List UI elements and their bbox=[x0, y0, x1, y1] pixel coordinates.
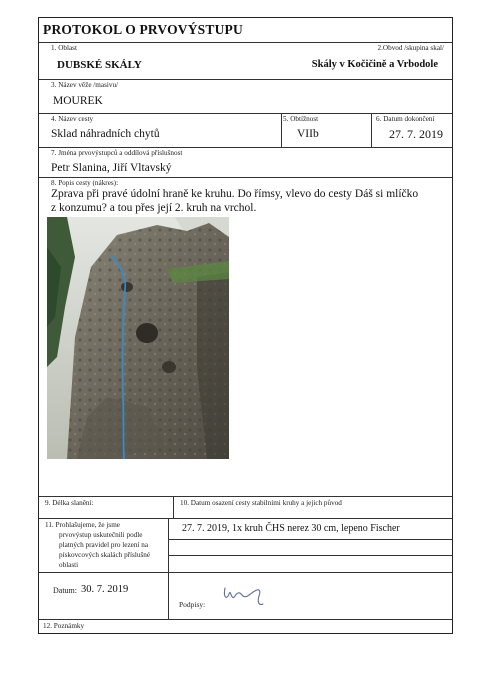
description-line: z konzumu? a tou přes její 2. kruh na vrchol. bbox=[51, 202, 257, 214]
divider bbox=[39, 572, 452, 573]
district-label: 2.Obvod /skupina skal/ bbox=[377, 44, 444, 52]
description-label: 8. Popis cesty (nákres): bbox=[51, 179, 119, 187]
divider bbox=[39, 619, 452, 620]
divider bbox=[39, 177, 452, 178]
description-line: Zprava při pravé údolní hraně ke kruhu. Do římsy, vlevo do cesty Dáš si mlíčko bbox=[51, 188, 419, 200]
divider bbox=[39, 518, 452, 519]
area-label: 1. Oblast bbox=[51, 44, 77, 52]
grade-value: VIIb bbox=[297, 128, 319, 140]
protection-label: 10. Datum osazení cesty stabilními kruhy a jejich původ bbox=[180, 499, 342, 507]
route-value: Sklad náhradních chytů bbox=[51, 128, 160, 140]
route-photo bbox=[47, 217, 229, 459]
district-value: Skály v Kočičině a Vrbodole bbox=[311, 59, 438, 70]
declaration-line: platných pravidel pro lezení na bbox=[59, 541, 149, 549]
protection-value: 27. 7. 2019, 1x kruh ČHS nerez 30 cm, lepeno Fischer bbox=[182, 523, 400, 534]
date-label: Datum: bbox=[53, 586, 77, 595]
rappel-label: 9. Délka slanění: bbox=[45, 499, 94, 507]
area-value: DUBSKÉ SKÁLY bbox=[57, 59, 142, 71]
first-ascent-form bbox=[38, 17, 453, 634]
divider bbox=[168, 555, 452, 556]
declaration-line: 11. Prohlašujeme, že jsme bbox=[45, 521, 120, 529]
date-value: 30. 7. 2019 bbox=[81, 584, 129, 595]
divider bbox=[39, 42, 452, 43]
divider bbox=[39, 496, 452, 497]
signatures-label: Podpisy: bbox=[179, 600, 206, 609]
divider bbox=[39, 113, 452, 114]
divider bbox=[39, 147, 452, 148]
declaration-line: prvovýstup uskutečnili podle bbox=[59, 531, 143, 539]
climbers-label: 7. Jména prvovýstupců a oddílová příslušnost bbox=[51, 149, 183, 157]
grade-label: 5. Obtížnost bbox=[283, 115, 319, 123]
route-photo-image bbox=[47, 217, 229, 459]
divider bbox=[168, 539, 452, 540]
climbers-value: Petr Slanina, Jiří Vltavský bbox=[51, 162, 172, 174]
divider bbox=[281, 113, 282, 147]
form-title: PROTOKOL O PRVOVÝSTUPU bbox=[43, 22, 243, 37]
notes-label: 12. Poznámky bbox=[43, 622, 85, 630]
divider bbox=[173, 496, 174, 518]
divider bbox=[371, 113, 372, 147]
date-completed-value: 27. 7. 2019 bbox=[389, 127, 443, 141]
divider bbox=[39, 79, 452, 80]
declaration-line: pískovcových skalách příslušné bbox=[59, 551, 151, 559]
handwritten-signature bbox=[219, 576, 269, 608]
divider bbox=[168, 518, 169, 619]
tower-label: 3. Název věže /masivu/ bbox=[51, 81, 119, 89]
route-label: 4. Název cesty bbox=[51, 115, 94, 123]
tower-value: MOUREK bbox=[53, 95, 103, 107]
declaration-line: oblasti bbox=[59, 561, 79, 569]
date-completed-label: 6. Datum dokončení bbox=[376, 115, 435, 123]
